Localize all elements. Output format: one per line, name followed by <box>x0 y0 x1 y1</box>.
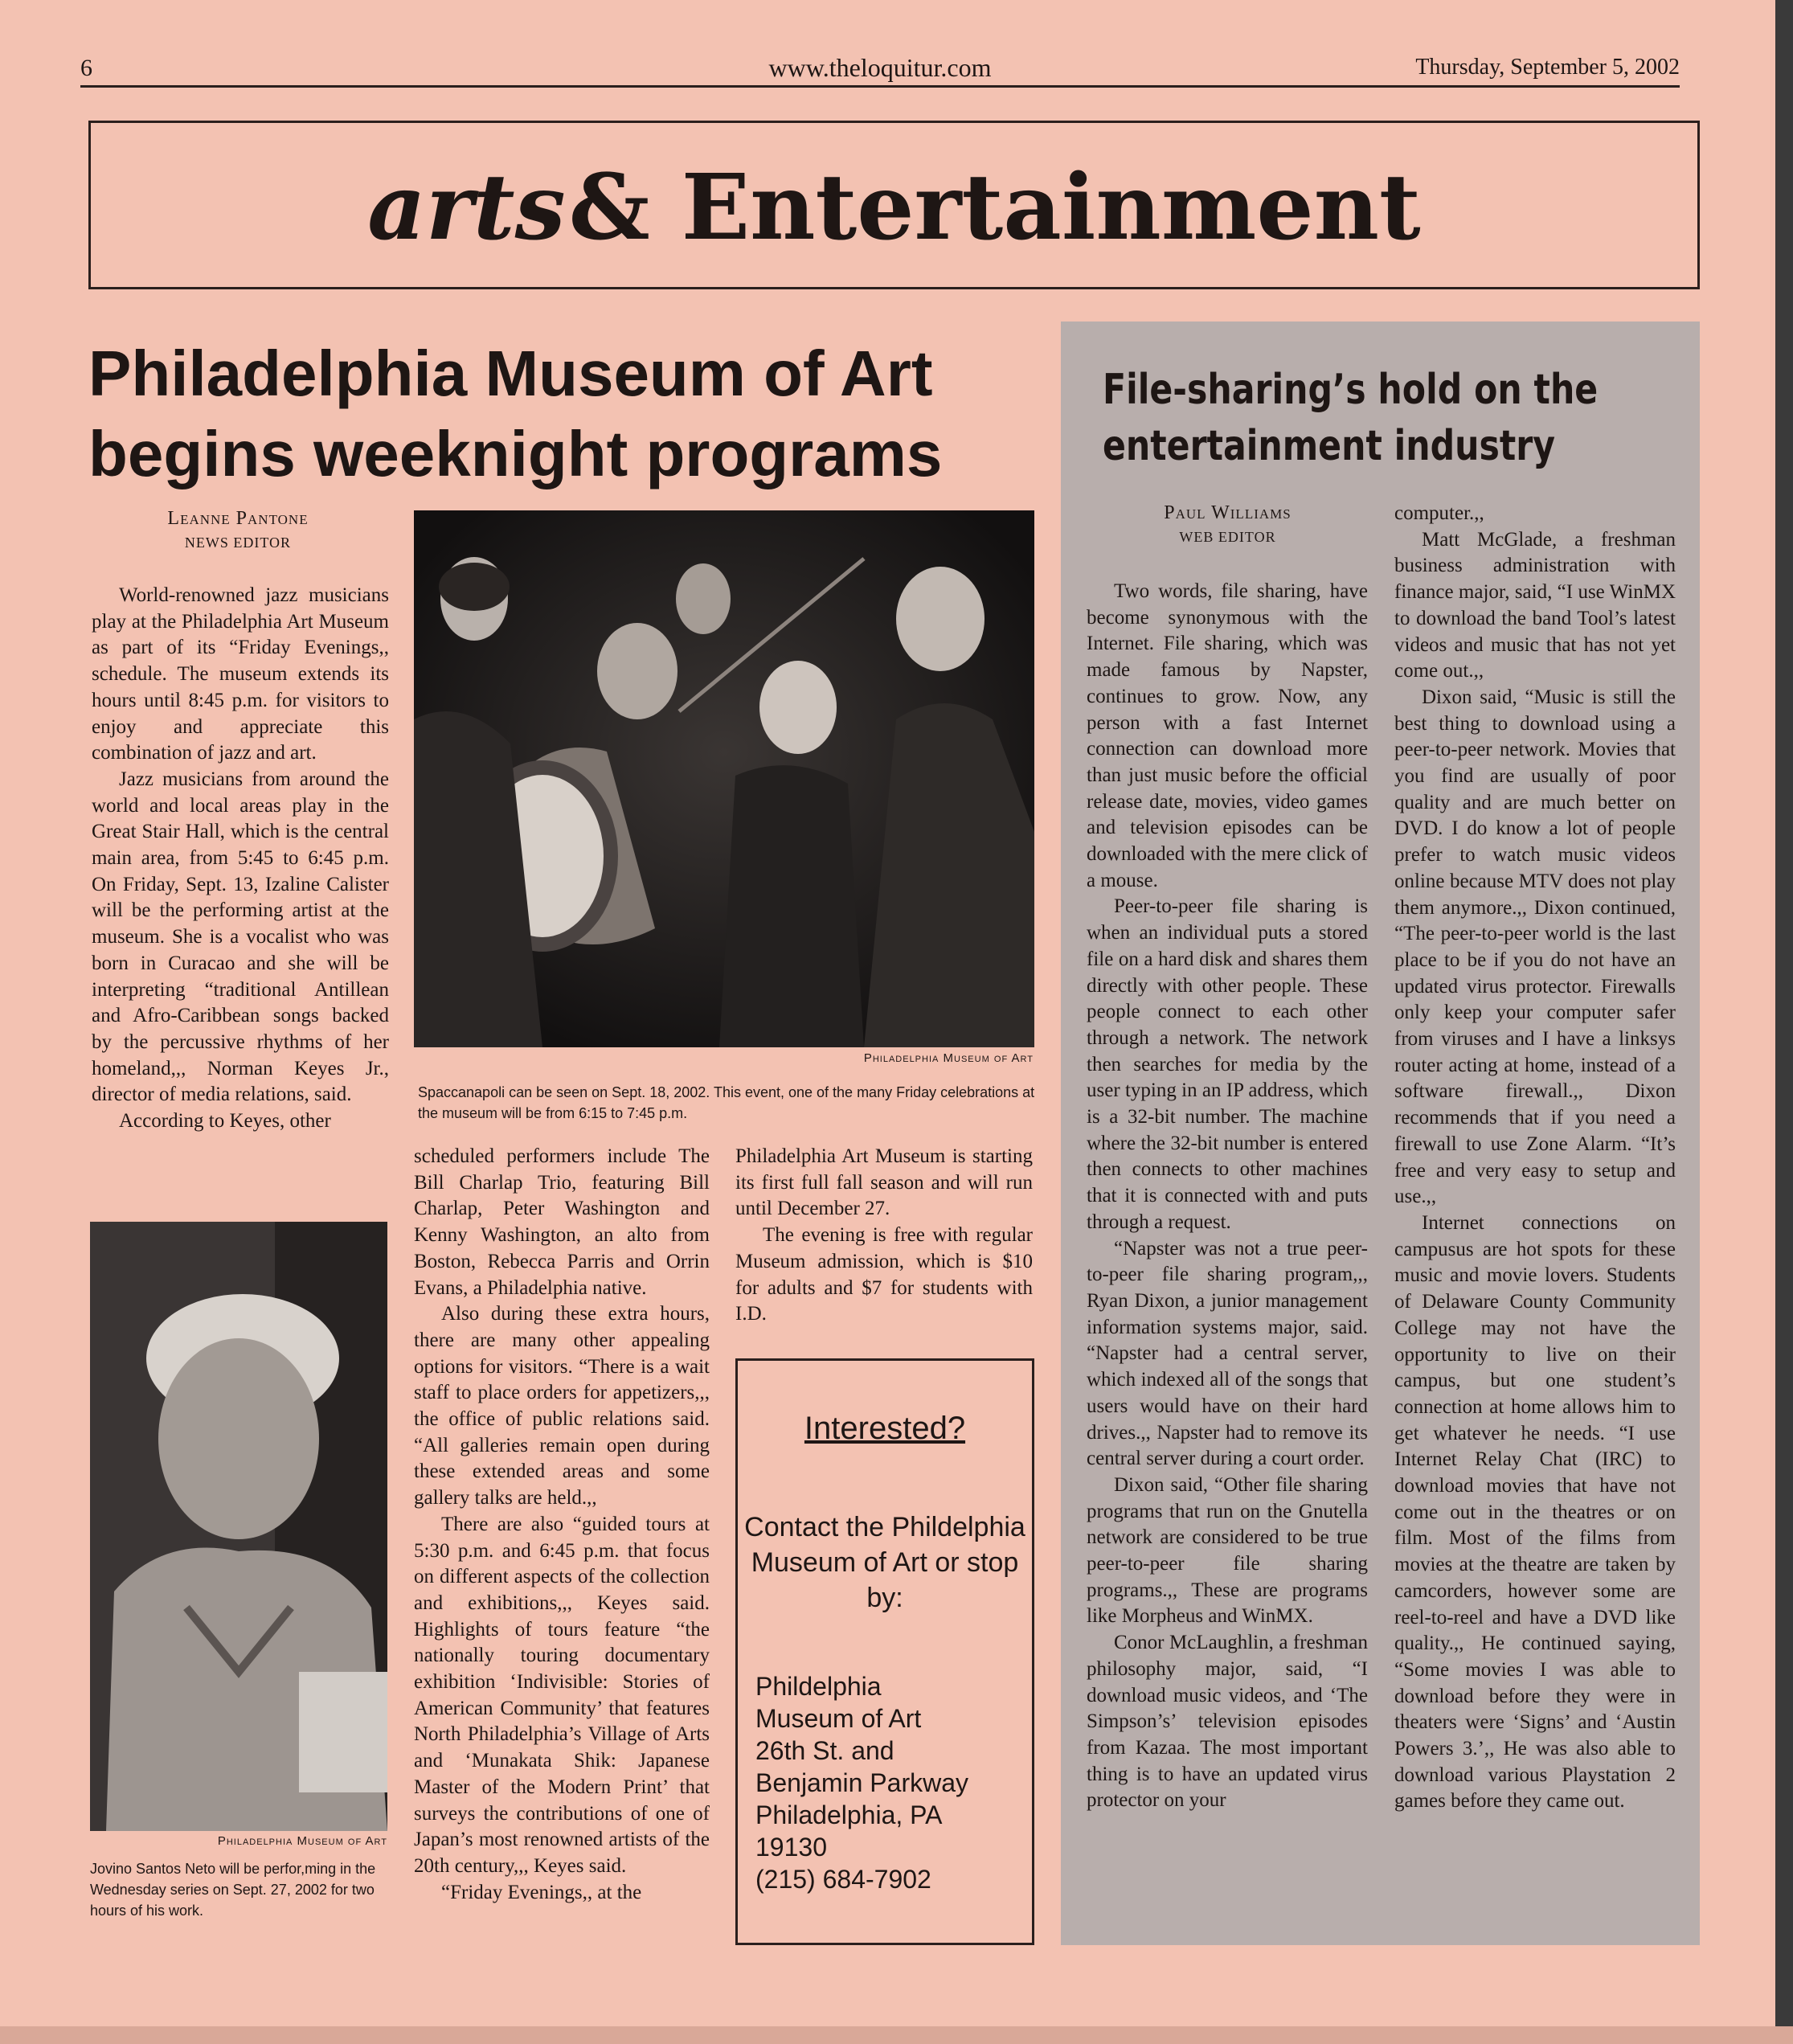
article1-column-2 <box>414 1144 710 1906</box>
page-header <box>80 48 1680 88</box>
article1-paragraph: Jazz musicians from around the world and local areas play in the Great Stair Hall, which is the central main area, from 5:45 to 6:45 p.m. On Friday, Sept. 13, Izaline Calister will be the performing artist at the museum. She is a vocalist who was born in Curacao and she will be interpreting “traditional Antillean and Afro-Caribbean songs backed by the percussive rhythms of her homeland,,, Norman Keyes Jr., director of media relations, said. <box>92 768 389 1106</box>
portrait-photo-image <box>90 1222 387 1831</box>
band-photo-caption: Spaccanapoli can be seen on Sept. 18, 2002. This event, one of the many Friday celebrations at the museum will be from 6:15 to 7:45 p.m. <box>418 1084 1035 1121</box>
article1-byline <box>88 508 387 551</box>
address-line: Benjamin Parkway <box>755 1768 968 1797</box>
site-url: www.theloquitur.com <box>768 53 992 82</box>
article2-paragraph: Two words, file sharing, have become synonymous with the Internet. File sharing, which was made famous by Napster, continues to grow. Now, any person with a fast Internet connection can download more than just music before the official release date, movies, video games and television episodes can be downloaded with the mere click of a mouse. <box>1087 580 1368 891</box>
portrait-photo-caption: Jovino Santos Neto will be perfor,ming in the Wednesday series on Sept. 27, 2002 for two hours of his work. <box>90 1861 376 1919</box>
page-number: 6 <box>80 55 92 81</box>
article1-paragraph: According to Keyes, other <box>119 1110 331 1133</box>
article2-paragraph: Peer-to-peer file sharing is when an individual puts a stored file on a hard disk and shares them directly with other people. These people connect to each other through a network. The network then searches for media by the user typing in an IP address, which is a 32-bit number. The machine where the 32-bit number is entered then connects to other machines that it is connected with and puts through a request. <box>1087 895 1368 1233</box>
article2-headline: File-sharing’s hold on the entertainment industry <box>1103 366 1599 470</box>
interested-info-box <box>735 1358 1034 1945</box>
address-line: Philadelphia, PA <box>755 1800 943 1829</box>
article1-paragraph: World-renowned jazz musicians play at the Philadelphia Art Museum as part of its “Friday Evenings,, schedule. The museum extends its hours until 8:45 p.m. for visitors to enjoy and appreciate this combination of jazz and art. <box>92 584 389 764</box>
article1-paragraph: scheduled performers include The Bill Charlap Trio, featuring Bill Charlap, Peter Washington and Kenny Washington, an alto from Boston, Rebecca Parris and Orrin Evans, a Philadelphia native. <box>414 1145 710 1299</box>
issue-date: Thursday, September 5, 2002 <box>1415 55 1680 80</box>
article1-paragraph: Also during these extra hours, there are many other appealing options for visitors. “There is a wait staff to place orders for appetizers,,, the office of public relations said. “All galleries remain open during these extended areas and some gallery talks are held.,, <box>414 1303 710 1509</box>
info-box-contact: Contact the Phildelphia Museum of Art or stop by: <box>744 1512 1025 1613</box>
band-photo-image <box>414 510 1034 1047</box>
article2-author-role: WEB EDITOR <box>1179 529 1276 545</box>
article2-paragraph: “Napster was not a true peer-to-peer file sharing program,,, Ryan Dixon, a junior management information systems major, said. “Napster had a central server, which indexed all of the songs that users would have on their hard drives.,, Napster had to remove its central server during a court order. <box>1087 1237 1368 1470</box>
section-title <box>91 155 1697 260</box>
article1-column-1 <box>92 583 389 1135</box>
article2-paragraph: Conor McLaughlin, a freshman philosophy major, said, “I download music videos, and ‘The Simpson’s’ television episodes from Kazaa. The most important thing is to have an updated virus protector on your <box>1087 1632 1368 1812</box>
portrait-photo-credit: Philadelphia Museum of Art <box>217 1834 387 1848</box>
article2-byline <box>1089 502 1366 546</box>
article2-column-1 <box>1087 579 1368 1814</box>
info-box-address <box>755 1670 968 1895</box>
page-edge-shadow <box>1775 0 1793 2044</box>
address-line: 19130 <box>755 1833 827 1862</box>
article2-paragraph: Matt McGlade, a freshman business administration with finance major, said, “I use WinMX to download the band Tool’s latest videos and music that has not yet come out.,, <box>1394 528 1676 682</box>
article1-paragraph: Philadelphia Art Museum is starting its first full fall season and will run until December 27. <box>735 1145 1033 1220</box>
info-box-heading: Interested? <box>804 1411 966 1446</box>
article1-author-name: Leanne Pantone <box>167 508 309 529</box>
article2-paragraph: Dixon said, “Other file sharing programs that run on the Gnutella network are considered to be true peer-to-peer file sharing programs.,, These are programs like Morpheus and WinMX. <box>1087 1473 1368 1628</box>
article1-paragraph: There are also “guided tours at 5:30 p.m. and 6:45 p.m. that focus on different aspects of the collection and exhibitions,,, Keyes said. Highlights of tours feature “the nationally touring documentary exhibition ‘Indivisible: Stories of American Community’ that features North Philadelphia’s Village of Arts and ‘Munakata Shik: Japanese Master of the Modern Print’ that surveys the contributions of one of Japan’s most renowned artists of the 20th century,,, Keyes said. <box>414 1513 710 1877</box>
article2-column-2 <box>1394 501 1676 1815</box>
article2-author-name: Paul Williams <box>1164 502 1292 523</box>
article2-paragraph: Internet connections on campusus are hot spots for these music and movie lovers. Students of Delaware County Community College may not have the opportunity to live on their campus, but one student’s connection at home allows him to get whatever he needs. “I use Internet Relay Chat (IRC) to download movies that have not come out in the theatres or on film. Most of the films from movies at the theatre are taken by camcorders, however some are reel-to-reel and have a DVD like quality.,, He continued saying, “Some movies I was able to download before they were in theaters were ‘Signs’ and ‘Austin Powers 3.’,, He was also able to download various Playstation 2 games before they came out. <box>1394 1211 1676 1813</box>
section-masthead <box>88 121 1700 289</box>
address-line: 26th St. and <box>755 1736 894 1765</box>
section-title-entertainment: & Entertainment <box>568 155 1421 260</box>
article2-paragraph: Dixon said, “Music is still the best thing to download using a peer-to-peer network. Movies that you find are usually of poor quality and are much better on DVD. I do know a lot of people prefer to watch music videos online because MTV does not play them anymore.,, Dixon continued, “The peer-to-peer world is the last place to be if you do not have an updated virus protector. Firewalls only keep your computer safer from viruses and I have a linksys router acting at home, instead of a software firewall.,, Dixon recommends that if you need a firewall to use Zone Alarm. “It’s free and very easy to setup and use.,, <box>1394 686 1676 1208</box>
page-bottom-edge <box>0 2026 1793 2044</box>
band-photo-credit: Philadelphia Museum of Art <box>863 1051 1034 1065</box>
portrait-photo <box>90 1222 387 1831</box>
address-line: (215) 684-7902 <box>755 1865 931 1894</box>
article1-author-role: NEWS EDITOR <box>184 535 292 551</box>
address-line: Museum of Art <box>755 1704 922 1733</box>
section-title-arts: arts <box>367 155 566 260</box>
band-photo <box>414 510 1034 1047</box>
article1-paragraph: “Friday Evenings,, at the <box>441 1881 642 1903</box>
address-line: Phildelphia <box>755 1672 882 1701</box>
article1-column-3 <box>735 1144 1033 1328</box>
article1-paragraph: The evening is free with regular Museum admission, which is $10 for adults and $7 for students with I.D. <box>735 1224 1033 1325</box>
article2-paragraph: computer.,, <box>1394 502 1484 524</box>
article1-headline: Philadelphia Museum of Art begins weeknight programs <box>88 338 943 489</box>
